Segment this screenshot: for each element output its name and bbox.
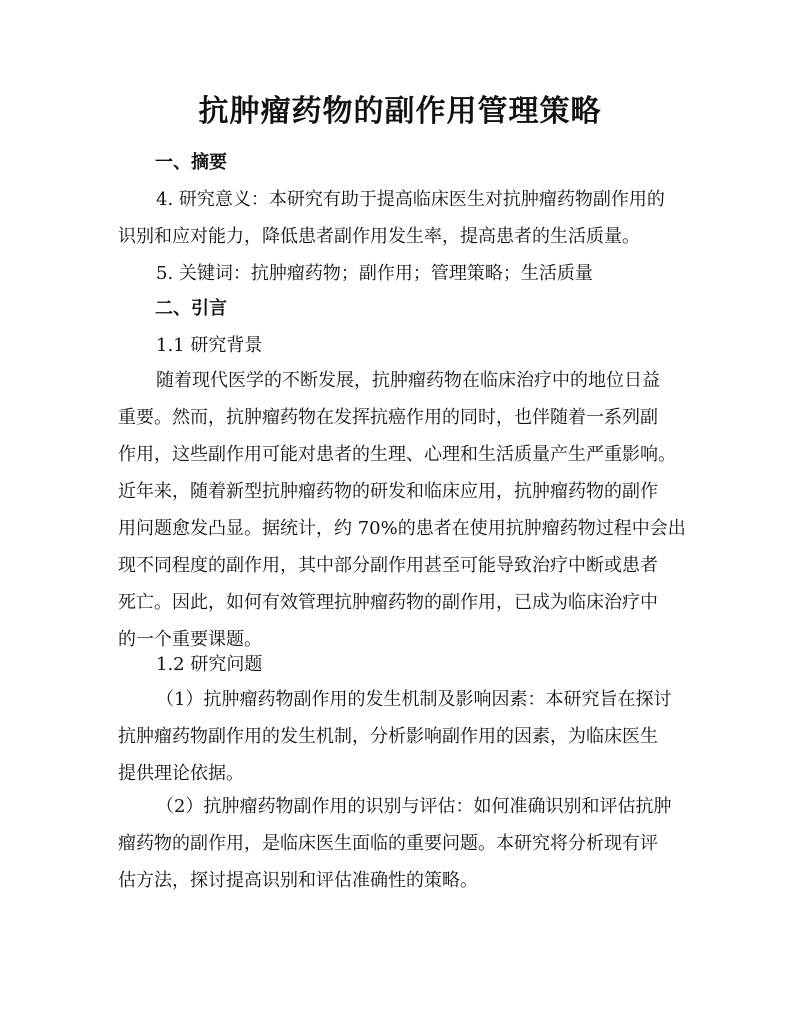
text-line: 抗肿瘤药物副作用的发生机制，分析影响副作用的因素，为临床医生 xyxy=(118,726,658,747)
text-line: 随着现代医学的不断发展，抗肿瘤药物在临床治疗中的地位日益 xyxy=(156,370,660,391)
text-line: （2）抗肿瘤药物副作用的识别与评估：如何准确识别和评估抗肿 xyxy=(156,796,672,817)
text-line: 重要。然而，抗肿瘤药物在发挥抗癌作用的同时，也伴随着一系列副 xyxy=(118,407,658,428)
text-line: 近年来，随着新型抗肿瘤药物的研发和临床应用，抗肿瘤药物的副作 xyxy=(118,481,658,502)
text-line: 的一个重要课题。 xyxy=(118,629,262,650)
abstract-heading: 一、摘要 xyxy=(155,152,227,173)
subsection-research-questions: 1.2 研究问题 xyxy=(156,654,263,675)
subsection-research-background: 1.1 研究背景 xyxy=(156,335,263,356)
question-2-paragraph xyxy=(118,788,684,899)
text-line: 现不同程度的副作用，其中部分副作用甚至可能导致治疗中断或患者 xyxy=(118,555,658,576)
document-title: 抗肿瘤药物的副作用管理策略 xyxy=(198,94,602,129)
text-line: 死亡。因此，如何有效管理抗肿瘤药物的副作用，已成为临床治疗中 xyxy=(118,592,658,613)
background-paragraph xyxy=(118,362,684,658)
text-line: 识别和应对能力，降低患者副作用发生率，提高患者的生活质量。 xyxy=(118,226,640,247)
introduction-heading: 二、引言 xyxy=(155,298,227,319)
text-line: 瘤药物的副作用，是临床医生面临的重要问题。本研究将分析现有评 xyxy=(118,833,658,854)
text-line: 4. 研究意义：本研究有助于提高临床医生对抗肿瘤药物副作用的 xyxy=(156,189,665,210)
text-line: （1）抗肿瘤药物副作用的发生机制及影响因素：本研究旨在探讨 xyxy=(156,689,672,710)
question-1-paragraph xyxy=(118,681,684,792)
keywords-paragraph: 5. 关键词：抗肿瘤药物；副作用；管理策略；生活质量 xyxy=(156,263,593,284)
text-line: 用问题愈发凸显。据统计，约 70%的患者在使用抗肿瘤药物过程中会出 xyxy=(118,518,686,539)
research-significance-paragraph xyxy=(118,181,684,255)
text-line: 提供理论依据。 xyxy=(118,763,244,784)
text-line: 估方法，探讨提高识别和评估准确性的策略。 xyxy=(118,870,478,891)
text-line: 作用，这些副作用可能对患者的生理、心理和生活质量产生严重影响。 xyxy=(118,444,676,465)
